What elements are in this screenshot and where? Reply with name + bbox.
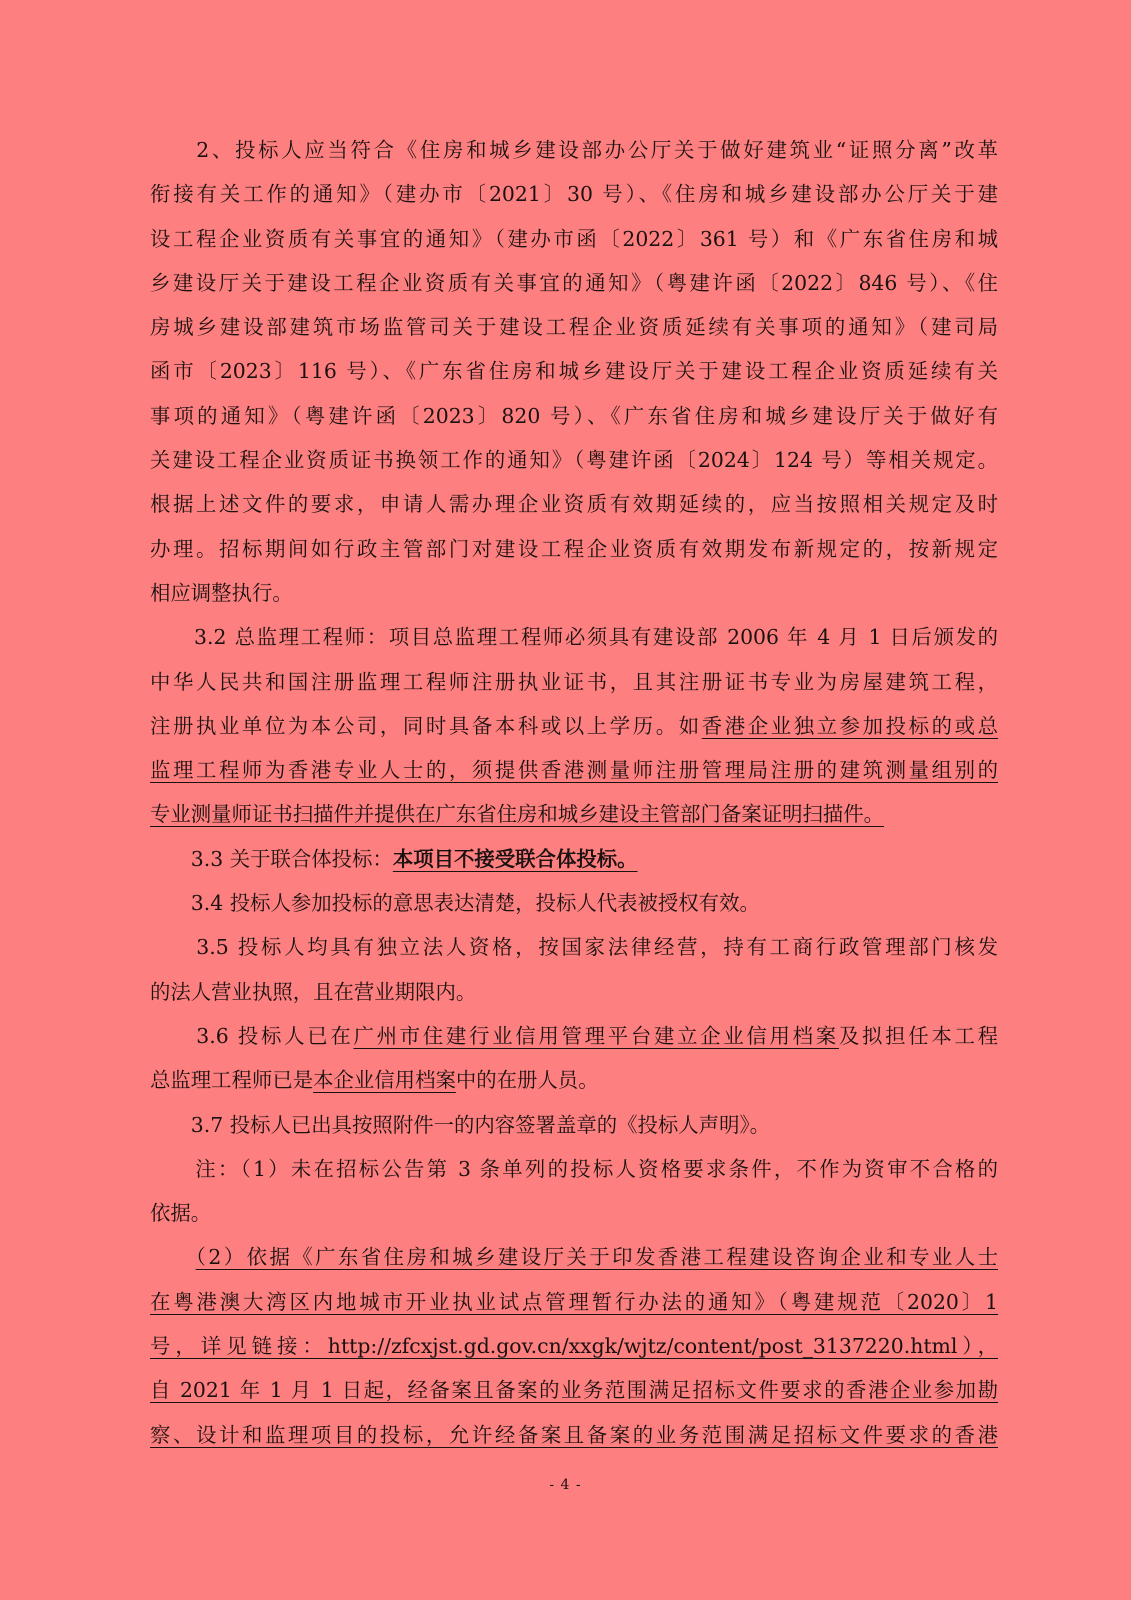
text-line — [150, 748, 998, 792]
text-line — [150, 1014, 998, 1058]
text-line — [150, 1058, 998, 1102]
text-line — [150, 527, 998, 571]
text-segment: 3.5 投标人均具有独立法人资格，按国家法律经营，持有工商行政管理部门核发 — [150, 935, 998, 960]
text-segment: 房城乡建设部建筑市场监管司关于建设工程企业资质延续有关事项的通知》（建司局 — [150, 315, 998, 340]
text-segment: 总监理工程师已是 — [150, 1068, 314, 1093]
underlined-text: 本企业信用档案 — [313, 1068, 456, 1093]
text-line — [150, 970, 998, 1014]
text-line — [150, 704, 998, 748]
text-segment: 注：（1）未在招标公告第 3 条单列的投标人资格要求条件，不作为资审不合格的 — [150, 1156, 998, 1181]
underlined-text: 监理工程师为香港专业人士的，须提供香港测量师注册管理局注册的建筑测量组别的 — [150, 758, 998, 783]
text-segment: 关建设工程企业资质证书换领工作的通知》（粤建许函〔2024〕124 号）等相关规定。 — [150, 448, 998, 473]
text-line — [150, 792, 998, 836]
text-line — [150, 349, 998, 393]
text-segment — [150, 1245, 196, 1269]
text-line — [150, 1191, 998, 1235]
text-segment: 3.6 投标人已在 — [150, 1023, 354, 1048]
text-line — [150, 217, 998, 261]
text-segment: 依据。 — [150, 1201, 212, 1226]
text-segment: 的法人营业执照，且在营业期限内。 — [150, 979, 477, 1004]
text-line — [150, 571, 998, 615]
text-segment: 事项的通知》（粤建许函〔2023〕820 号）、《广东省住房和城乡建设厅关于做好有 — [150, 403, 998, 428]
underlined-text: 察、设计和监理项目的投标，允许经备案且备案的业务范围满足招标文件要求的香港 — [150, 1422, 998, 1447]
text-segment: 3.2 总监理工程师：项目总监理工程师必须具有建设部 2006 年 4 月 1 日后颁发的 — [150, 625, 998, 650]
text-segment: 3.7 投标人已出具按照附件一的内容签署盖章的《投标人声明》。 — [150, 1112, 771, 1137]
text-segment: 及拟担任本工程 — [838, 1023, 998, 1048]
text-segment: 中的在册人员。 — [455, 1068, 599, 1093]
page-number: - 4 - — [549, 1477, 582, 1493]
text-line — [150, 128, 998, 172]
underlined-text: 香港企业独立参加投标的或总 — [701, 713, 998, 738]
text-segment: 中华人民共和国注册监理工程师注册执业证书，且其注册证书专业为房屋建筑工程， — [150, 669, 998, 694]
text-line — [150, 925, 998, 969]
text-line — [150, 1147, 998, 1191]
text-segment: 3.4 投标人参加投标的意思表达清楚，投标人代表被授权有效。 — [150, 891, 760, 916]
text-line — [150, 1368, 998, 1412]
underlined-text: 自 2021 年 1 月 1 日起，经备案且备案的业务范围满足招标文件要求的香港企业参加勘 — [150, 1378, 998, 1403]
text-segment: 2、投标人应当符合《住房和城乡建设部办公厅关于做好建筑业“证照分离”改革 — [150, 138, 998, 162]
text-line — [150, 305, 998, 349]
underlined-text: 本项目不接受联合体投标。 — [392, 846, 638, 871]
text-line — [150, 438, 998, 482]
text-line — [150, 837, 998, 881]
text-line — [150, 1280, 998, 1324]
document-body — [150, 128, 998, 1457]
text-segment: 根据上述文件的要求，申请人需办理企业资质有效期延续的，应当按照相关规定及时 — [150, 492, 998, 517]
text-line — [150, 394, 998, 438]
text-line — [150, 615, 998, 659]
text-line — [150, 1103, 998, 1147]
underlined-text: （2）依据《广东省住房和城乡建设厅关于印发香港工程建设咨询企业和专业人士 — [195, 1245, 998, 1270]
underlined-text: 专业测量师证书扫描件并提供在广东省住房和城乡建设主管部门备案证明扫描件。 — [150, 802, 885, 827]
text-line — [150, 1413, 998, 1457]
text-line — [150, 881, 998, 925]
text-segment: 相应调整执行。 — [150, 580, 293, 605]
underlined-text: 广州市住建行业信用管理平台建立企业信用档案 — [353, 1023, 839, 1048]
text-segment: 衔接有关工作的通知》（建办市〔2021〕30 号）、《住房和城乡建设部办公厅关于建 — [150, 182, 998, 207]
text-line — [150, 1235, 998, 1279]
text-line — [150, 660, 998, 704]
text-line — [150, 261, 998, 305]
text-segment: 函市〔2023〕116 号）、《广东省住房和城乡建设厅关于建设工程企业资质延续有关 — [150, 359, 998, 384]
text-segment: 办理。招标期间如行政主管部门对建设工程企业资质有效期发布新规定的，按新规定 — [150, 536, 998, 561]
underlined-text: 在粤港澳大湾区内地城市开业执业试点管理暂行办法的通知》（粤建规范〔2020〕1 — [150, 1289, 998, 1314]
text-line — [150, 482, 998, 526]
underlined-text: 号，详见链接：http://zfcxjst.gd.gov.cn/xxgk/wjtz/content/post_3137220.html）， — [150, 1334, 998, 1359]
text-line — [150, 1324, 998, 1368]
text-segment: 注册执业单位为本公司，同时具备本科或以上学历。如 — [150, 713, 702, 738]
text-line — [150, 172, 998, 216]
text-segment: 设工程企业资质有关事宜的通知》（建办市函〔2022〕361 号）和《广东省住房和城 — [150, 226, 998, 251]
text-segment: 乡建设厅关于建设工程企业资质有关事宜的通知》（粤建许函〔2022〕846 号）、《住 — [150, 270, 998, 295]
text-segment: 3.3 关于联合体投标： — [150, 846, 393, 871]
